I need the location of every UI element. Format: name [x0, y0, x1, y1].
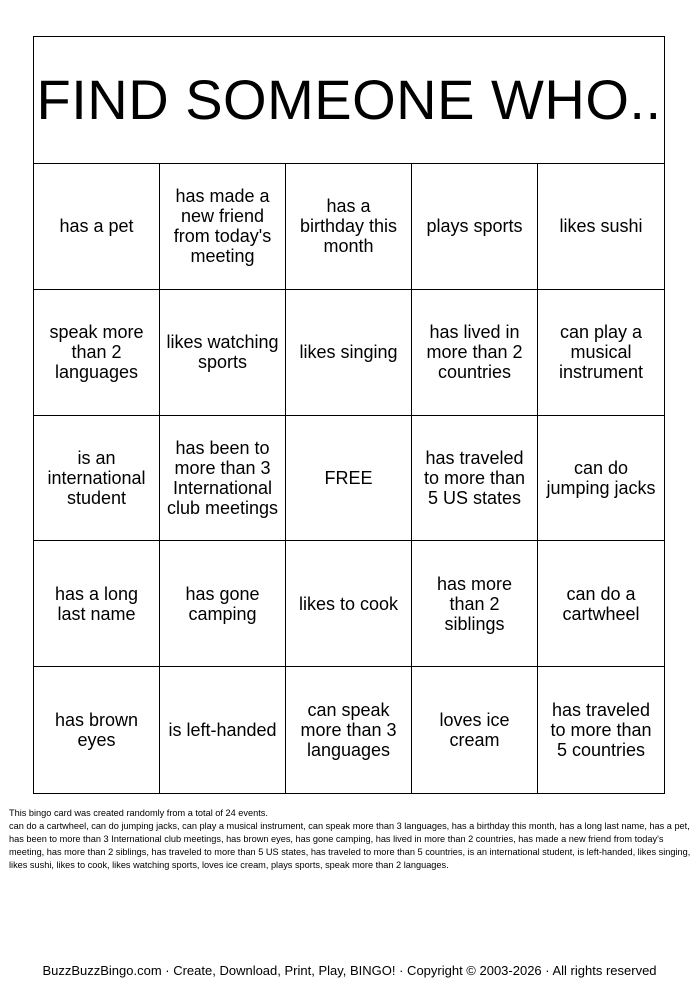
bingo-cell: is left-handed [160, 667, 286, 793]
card-notes [9, 807, 691, 872]
bingo-cell: likes sushi [538, 164, 664, 290]
bingo-cell: likes to cook [286, 541, 412, 667]
bingo-cell: has more than 2 siblings [412, 541, 538, 667]
bingo-cell: can do a cartwheel [538, 541, 664, 667]
bingo-grid [34, 164, 664, 793]
bingo-cell: has brown eyes [34, 667, 160, 793]
bingo-cell: has made a new friend from today's meeting [160, 164, 286, 290]
card-title: FIND SOMEONE WHO.. [36, 68, 662, 131]
page-footer: BuzzBuzzBingo.com · Create, Download, Print, Play, BINGO! · Copyright © 2003-2026 · All rights reserved [42, 963, 657, 978]
notes-intro: This bingo card was created randomly from a total of 24 events. [9, 808, 268, 818]
bingo-cell: has a long last name [34, 541, 160, 667]
bingo-cell: plays sports [412, 164, 538, 290]
bingo-cell: can play a musical instrument [538, 290, 664, 416]
bingo-cell: can do jumping jacks [538, 416, 664, 542]
free-space-cell: FREE [286, 416, 412, 542]
bingo-cell: loves ice cream [412, 667, 538, 793]
bingo-cell: has been to more than 3 International club meetings [160, 416, 286, 542]
bingo-cell: likes watching sports [160, 290, 286, 416]
bingo-cell: can speak more than 3 languages [286, 667, 412, 793]
bingo-cell: is an international student [34, 416, 160, 542]
bingo-cell: has lived in more than 2 countries [412, 290, 538, 416]
notes-event-list: can do a cartwheel, can do jumping jacks, can play a musical instrument, can speak more than 3 languages, has a birthday this month, has a long last name, has a pet, has been to more than 3 International club meetings, has brown eyes, has gone camping, has lived in more than 2 countries, has made a new friend from today's meeting, has more than 2 siblings, has traveled to more than 5 US states, has traveled to more than 5 countries, is an international student, is left-handed, likes singing, likes sushi, likes to cook, likes watching sports, loves ice cream, plays sports, speak more than 2 languages. [9, 821, 691, 870]
bingo-cell: has a birthday this month [286, 164, 412, 290]
bingo-cell: has traveled to more than 5 countries [550, 700, 652, 761]
bingo-cell: has a pet [34, 164, 160, 290]
card-header [34, 37, 664, 164]
bingo-card [33, 36, 665, 794]
bingo-cell: likes singing [286, 290, 412, 416]
bingo-cell: has gone camping [160, 541, 286, 667]
bingo-cell: speak more than 2 languages [34, 290, 160, 416]
bingo-cell: has traveled to more than 5 US states [412, 416, 538, 542]
